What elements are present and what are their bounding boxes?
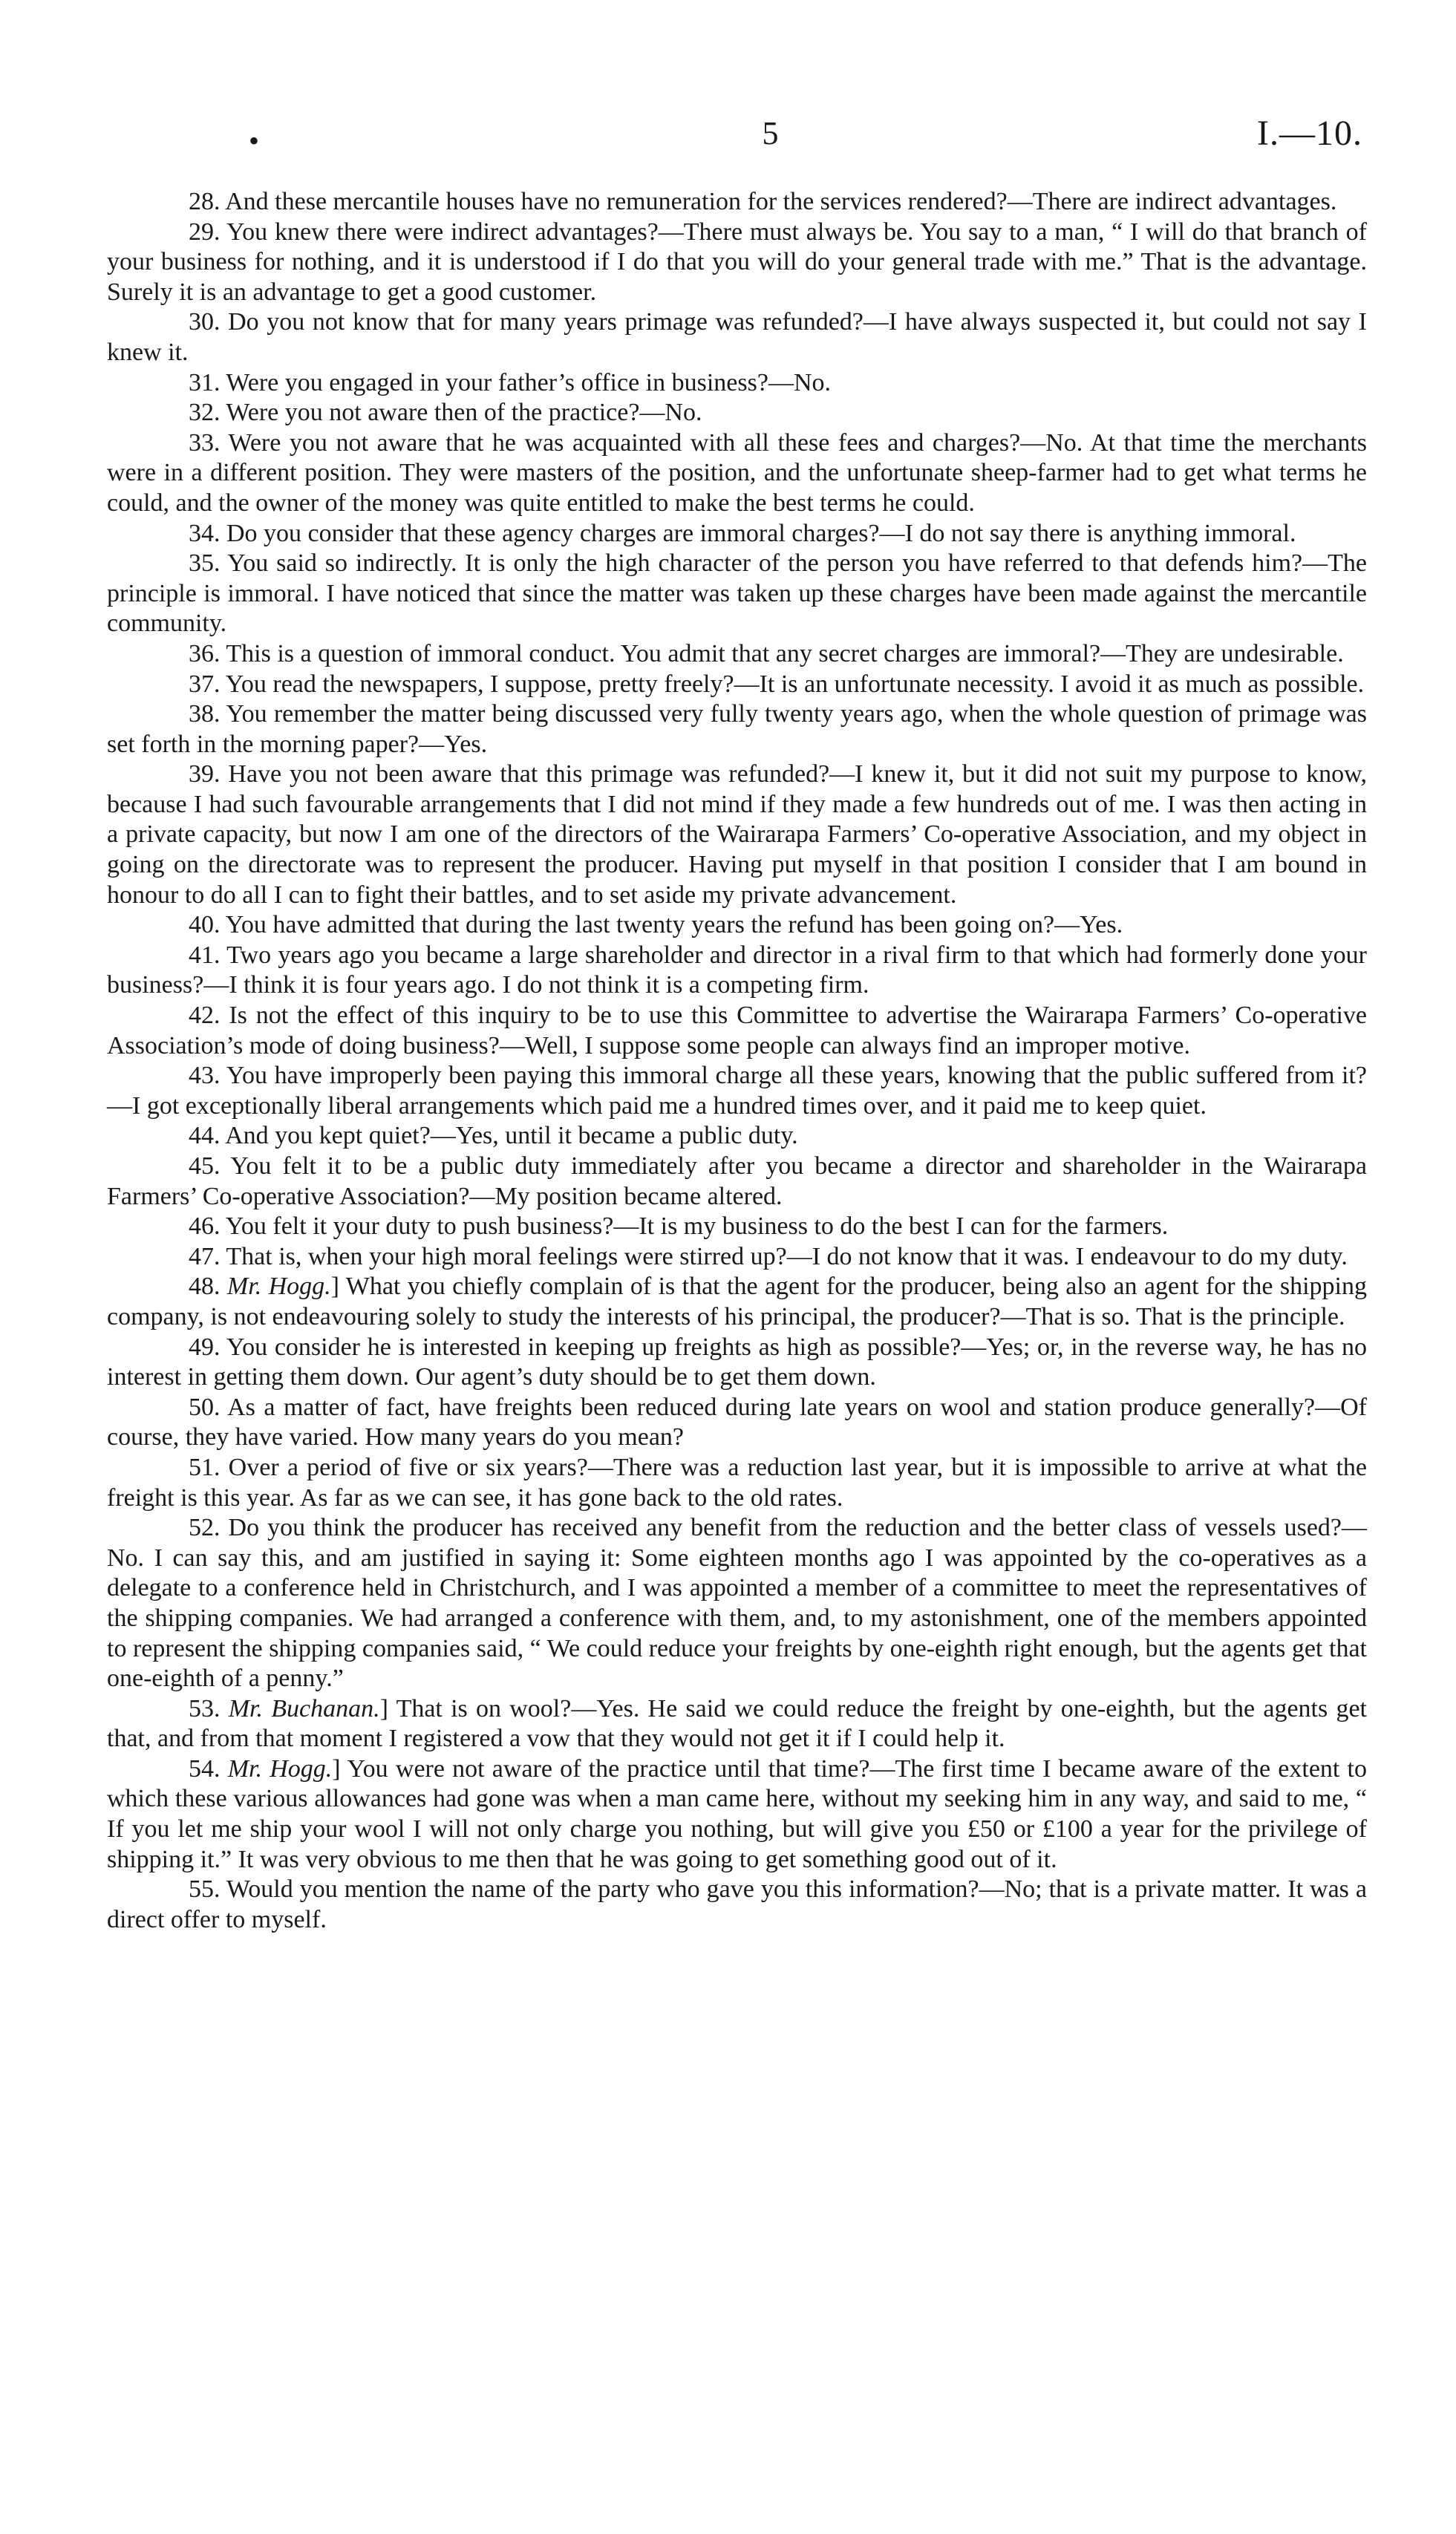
paragraph-q54: 54. Mr. Hogg.] You were not aware of the practice until that time?—The first time I became aware of the extent to which these various allowances had gone was when a man came here, without my seeking him in any way, and said to me, “ If you let me ship your wool I will not only charge you nothing, but will give you £50 or £100 a year for the privilege of shipping it.” It was very obvious to me then that he was going to get something good out of it. (107, 1754, 1368, 1873)
document-reference: I.—10. (1257, 114, 1362, 153)
paragraph-q40: 40. You have admitted that during the last twenty years the refund has been going on?—Yes. (189, 911, 1123, 939)
speaker-name: Mr. Buchanan. (228, 1694, 380, 1722)
paragraph-q47: 47. That is, when your high moral feelings were stirred up?—I do not know that it was. I endeavour to do my duty. (189, 1242, 1348, 1270)
paragraph-q35: 35. You said so indirectly. It is only the high character of the person you have referred to that defends him?—The principle is immoral. I have noticed that since the matter was taken up these charges have been made against the mercantile community. (107, 549, 1367, 638)
paragraph-q29: 29. You knew there were indirect advantages?—There must always be. You say to a man, “ I will do that branch of your business for nothing, and it is understood if I do that you will do your general trade with me.” That is the advantage. Surely it is an advantage to get a good customer. (107, 218, 1367, 306)
paragraph-q38: 38. You remember the matter being discussed very fully twenty years ago, when the whole question of primage was set forth in the morning paper?—Yes. (107, 700, 1367, 758)
evidence-transcript (107, 187, 1367, 1935)
paragraph-q32: 32. Were you not aware then of the practice?—No. (189, 399, 702, 427)
speaker-name: Mr. Hogg. (227, 1754, 333, 1783)
paragraph-q51: 51. Over a period of five or six years?—There was a reduction last year, but it is impossible to arrive at what the freight is this year. As far as we can see, it has gone back to the old rates. (107, 1453, 1367, 1512)
paragraph-q39: 39. Have you not been aware that this primage was refunded?—I knew it, but it did not suit my purpose to know, because I had such favourable arrangements that I did not mind if they made a few hundreds out of me. I was then acting in a private capacity, but now I am one of the directors of the Wairarapa Farmers’ Co-operative Association, and my object in going on the directorate was to represent the producer. Having put myself in that position I consider that I am bound in honour to do all I can to fight their battles, and to set aside my private advancement. (107, 760, 1367, 909)
paragraph-q34: 34. Do you consider that these agency charges are immoral charges?—I do not say there is anything immoral. (189, 519, 1296, 547)
paragraph-q41: 41. Two years ago you became a large shareholder and director in a rival firm to that which had formerly done your business?—I think it is four years ago. I do not think it is a competing firm. (107, 941, 1367, 999)
paragraph-q52: 52. Do you think the producer has received any benefit from the reduction and the better class of vessels used?—No. I can say this, and am justified in saying it: Some eighteen months ago I was appointed by the co-operatives as a delegate to a conference held in Christchurch, and I was appointed a member of a committee to meet the representatives of the shipping companies. We had arranged a conference with them, and, to my astonishment, one of the members appointed to represent the shipping companies said, “ We could reduce your freights by one-eighth right enough, but the agents get that one-eighth of a penny.” (107, 1514, 1367, 1693)
page-header (178, 111, 1362, 156)
paragraph-q50: 50. As a matter of fact, have freights been reduced during late years on wool and station produce generally?—Of course, they have varied. How many years do you mean? (107, 1393, 1367, 1452)
paragraph-q31: 31. Were you engaged in your father’s office in business?—No. (189, 368, 831, 396)
paragraph-q48: 48. Mr. Hogg.] What you chiefly complain of is that the agent for the producer, being also an agent for the shipping company, is not endeavouring solely to study the interests of his principal, the producer?—That is so. That is the principle. (107, 1273, 1367, 1330)
paragraph-q37: 37. You read the newspapers, I suppose, pretty freely?—It is an unfortunate necessity. I avoid it as much as possible. (189, 670, 1365, 698)
paragraph-q45: 45. You felt it to be a public duty immediately after you became a director and shareholder in the Wairarapa Farmers’ Co-operative Association?—My position became altered. (107, 1152, 1367, 1210)
paragraph-q36: 36. This is a question of immoral conduct. You admit that any secret charges are immoral?—They are undesirable. (189, 639, 1344, 667)
page-number: 5 (762, 115, 779, 151)
paragraph-q44: 44. And you kept quiet?—Yes, until it became a public duty. (189, 1122, 798, 1150)
paragraph-q49: 49. You consider he is interested in keeping up freights as high as possible?—Yes; or, in the reverse way, he has no interest in getting them down. Our agent’s duty should be to get them down. (107, 1333, 1367, 1391)
paragraph-q46: 46. You felt it your duty to push business?—It is my business to do the best I can for the farmers. (189, 1212, 1169, 1241)
paragraph-q43: 43. You have improperly been paying this immoral charge all these years, knowing that the public suffered from it?—I got exceptionally liberal arrangements which paid me a hundred times over, and it paid me to keep quiet. (107, 1062, 1367, 1120)
header-mark: • (249, 124, 260, 157)
paragraph-q30: 30. Do you not know that for many years primage was refunded?—I have always suspected it, but could not say I knew it. (107, 308, 1367, 366)
speaker-name: Mr. Hogg. (226, 1273, 331, 1301)
paragraph-q33: 33. Were you not aware that he was acquainted with all these fees and charges?—No. At that time the merchants were in a different position. They were masters of the position, and the unfortunate sheep-farmer had to get what terms he could, and the owner of the money was quite entitled to make the best terms he could. (107, 428, 1367, 517)
paragraph-q53: 53. Mr. Buchanan.] That is on wool?—Yes. He said we could reduce the freight by one-eighth, but the agents get that, and from that moment I registered a vow that they would not get it if I could help it. (107, 1694, 1367, 1753)
paragraph-q28: 28. And these mercantile houses have no remuneration for the services rendered?—There are indirect advantages. (189, 188, 1337, 215)
paragraph-q55: 55. Would you mention the name of the party who gave you this information?—No; that is a private matter. It was a direct offer to myself. (107, 1875, 1367, 1933)
paragraph-q42: 42. Is not the effect of this inquiry to be to use this Committee to advertise the Wairarapa Farmers’ Co-operative Association’s mode of doing business?—Well, I suppose some people can always find an improper motive. (107, 1002, 1367, 1059)
